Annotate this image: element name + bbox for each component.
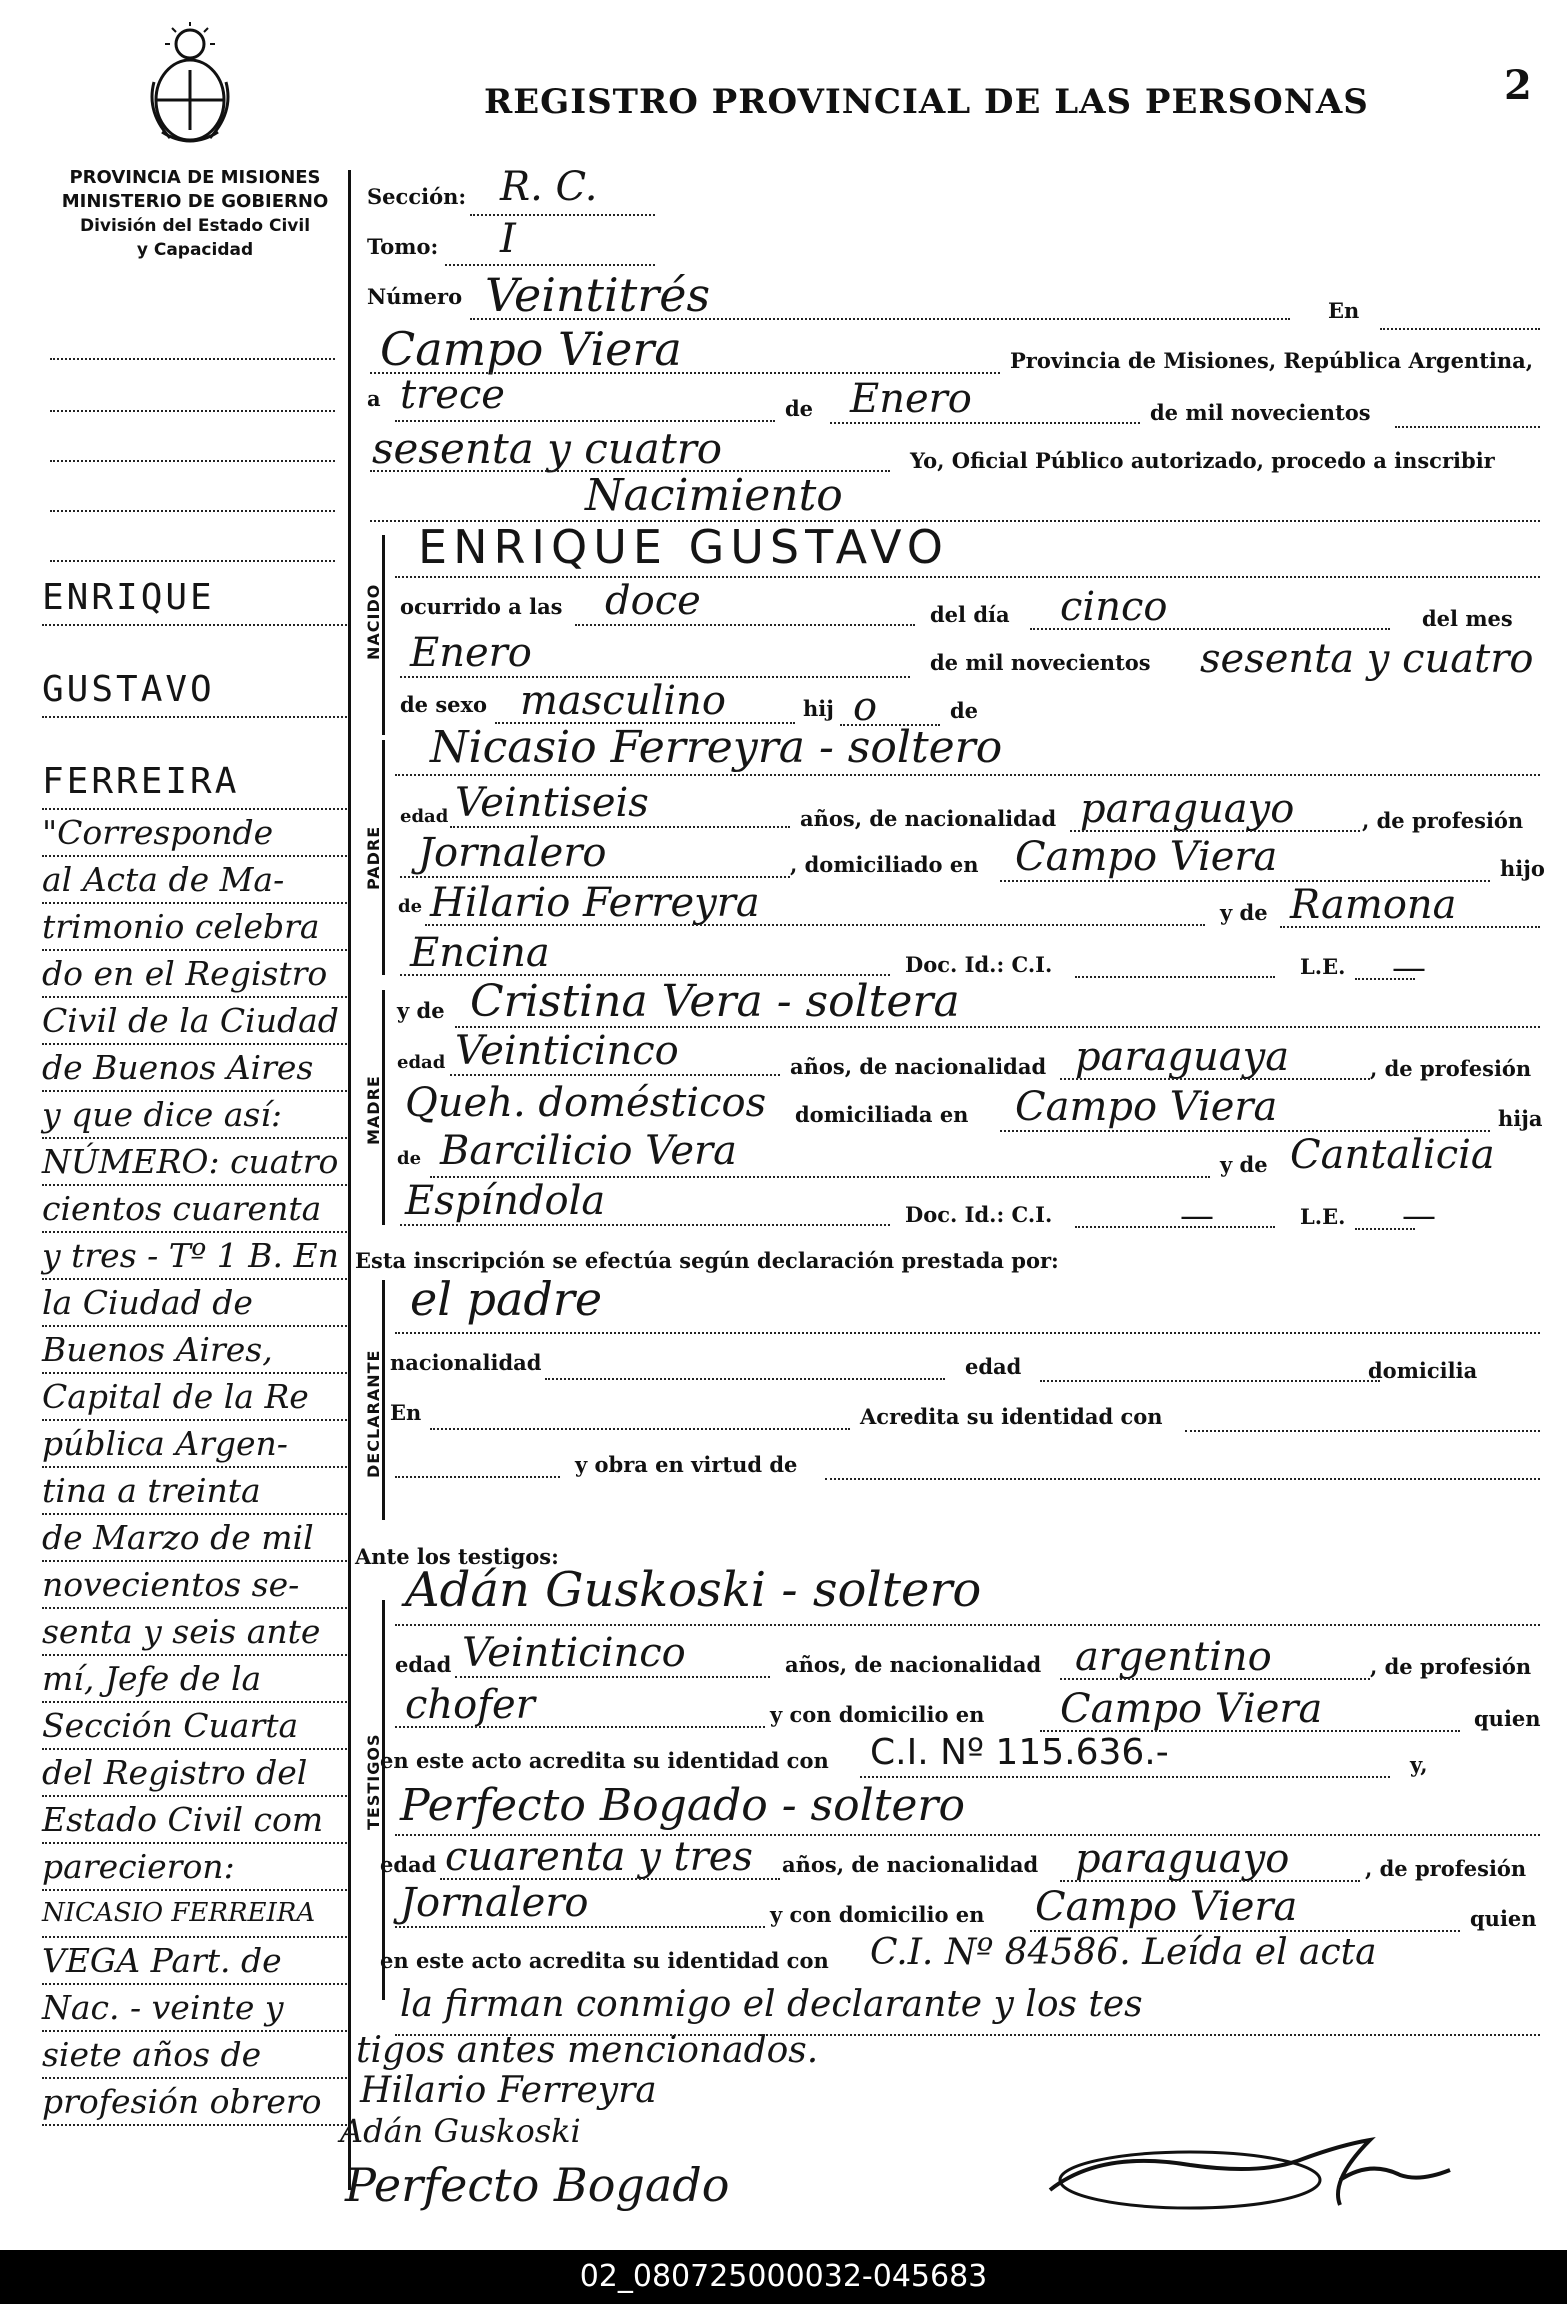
anio-value: sesenta y cuatro <box>372 424 723 473</box>
madre-de-label: de <box>397 1148 422 1169</box>
padre-de-label: de <box>398 896 423 917</box>
hora-value: doce <box>605 578 701 624</box>
padre-edad-line <box>450 826 790 828</box>
de-label: de <box>785 396 814 421</box>
t1-ci-value: C.I. Nº 115.636.- <box>870 1732 1169 1773</box>
t1-prof-label: , de profesión <box>1370 1654 1532 1679</box>
t1-prof-value: chofer <box>405 1682 535 1728</box>
anio-nac-value: sesenta y cuatro <box>1200 636 1534 682</box>
madre-edad-label: edad <box>397 1052 446 1073</box>
padre-le-dash: — <box>1392 948 1426 988</box>
padre-doc-label: Doc. Id.: C.I. <box>905 952 1053 977</box>
t2-dom-label: y con domicilio en <box>770 1902 985 1927</box>
padre-padre-line <box>425 924 1205 926</box>
madre-edad-value: Veinticinco <box>455 1028 679 1074</box>
nombre-line <box>395 576 1540 578</box>
padre-prof-value: Jornalero <box>418 830 607 876</box>
padre-nac-value: paraguayo <box>1080 786 1295 832</box>
margin-dotted-line <box>50 560 335 562</box>
t1-dom-value: Campo Viera <box>1060 1686 1323 1732</box>
provincia-label: Provincia de Misiones, República Argentina, <box>1010 348 1534 373</box>
t1-dom-label: y con domicilio en <box>770 1702 985 1727</box>
declarante-nac-label: nacionalidad <box>390 1350 542 1375</box>
lugar-value: Campo Viera <box>380 322 682 376</box>
hora-line <box>575 624 915 626</box>
t2-nac-line <box>1060 1880 1360 1882</box>
madre-section-label: MADRE <box>364 1075 383 1145</box>
t1-nac-value: argentino <box>1075 1634 1272 1680</box>
margin-note-line: y que dice así: <box>42 1092 347 1139</box>
padre-nac-line <box>1070 830 1360 832</box>
margin-note-line: VEGA Part. de <box>42 1938 347 1985</box>
margin-notes <box>42 572 347 2126</box>
firma-bogado: Perfecto Bogado <box>345 2158 730 2212</box>
margin-note-line: profesión obrero <box>42 2079 347 2126</box>
agency-province: PROVINCIA DE MISIONES <box>69 167 321 188</box>
t1-edad-value: Veinticinco <box>462 1630 686 1676</box>
padre-yde-label: y de <box>1220 900 1268 925</box>
agency-ministry: MINISTERIO DE GOBIERNO <box>61 191 329 212</box>
padre-nombre-line <box>395 774 1540 776</box>
padre-edad-label: edad <box>400 806 449 827</box>
coat-of-arms-seal <box>140 22 240 152</box>
mes-nac-value: Enero <box>410 630 532 676</box>
testigo1-value: Adán Guskoski - soltero <box>405 1562 982 1618</box>
del-mes-label: del mes <box>1422 606 1513 631</box>
padre-madre-ap-value: Encina <box>410 930 550 976</box>
margin-note-line: y tres - Tº 1 B. En <box>42 1233 347 1280</box>
seccion-line <box>470 214 655 216</box>
hijo-sufijo-value: o <box>853 684 878 730</box>
madre-anos-label: años, de nacionalidad <box>790 1054 1047 1079</box>
madre-nac-line <box>1060 1078 1370 1080</box>
margin-note-line: trimonio celebra <box>42 904 347 951</box>
padre-hijo-label: hijo <box>1500 856 1545 881</box>
del-dia-label: del día <box>930 602 1010 627</box>
t1-ci-line <box>860 1776 1390 1778</box>
madre-prof-label: , de profesión <box>1370 1056 1532 1081</box>
t1-y-label: y, <box>1410 1752 1428 1777</box>
margin-note-line: "Corresponde <box>42 810 347 857</box>
padre-madre-value: Ramona <box>1290 882 1457 928</box>
margin-note-line: ENRIQUE <box>42 572 347 626</box>
agency-division: División del Estado Civil <box>79 216 311 236</box>
page-number: 2 <box>1504 62 1532 109</box>
tomo-label: Tomo: <box>367 234 439 259</box>
margin-note-line: do en el Registro <box>42 951 347 998</box>
padre-dom-value: Campo Viera <box>1015 834 1278 880</box>
footer-code: 02_080725000032-045683 <box>579 2259 988 2294</box>
testigo2-value: Perfecto Bogado - soltero <box>400 1780 965 1831</box>
padre-padre-value: Hilario Ferreyra <box>430 880 760 926</box>
margin-note-line: de Buenos Aires <box>42 1045 347 1092</box>
madre-madre-ap-value: Espíndola <box>405 1178 606 1224</box>
t1-acredita-label: en este acto acredita su identidad con <box>380 1748 829 1773</box>
madre-le-dash: — <box>1402 1196 1436 1236</box>
madre-edad-line <box>450 1074 780 1076</box>
margin-note-line: senta y seis ante <box>42 1609 347 1656</box>
madre-madre-ap-line <box>400 1224 890 1226</box>
footer-bar <box>0 2250 1567 2304</box>
agency-block <box>55 166 335 262</box>
declarante-virtud-line-a <box>395 1476 560 1478</box>
madre-doc-label: Doc. Id.: C.I. <box>905 1202 1053 1227</box>
t2-dom-value: Campo Viera <box>1035 1884 1298 1930</box>
dia-line <box>395 420 775 422</box>
declarante-en-label: En <box>390 1400 422 1425</box>
acto-value: Nacimiento <box>585 470 843 521</box>
margin-note-line: Capital de la Re <box>42 1374 347 1421</box>
declarante-acredita-label: Acredita su identidad con <box>860 1404 1163 1429</box>
padre-prof-line <box>400 876 790 878</box>
madre-doc-dash: — <box>1180 1196 1214 1236</box>
document-title: REGISTRO PROVINCIAL DE LAS PERSONAS <box>484 82 1369 122</box>
margin-note-line: NÚMERO: cuatro <box>42 1139 347 1186</box>
declarante-virtud-line-b <box>825 1478 1540 1480</box>
de-sexo-label: de sexo <box>400 692 488 717</box>
oficial-label: Yo, Oficial Público autorizado, procedo a inscribir <box>910 448 1495 473</box>
t1-edad-line <box>455 1676 770 1678</box>
margin-dotted-line <box>50 410 335 412</box>
declarante-nac-line <box>545 1378 945 1380</box>
cierre-line-1: la firman conmigo el declarante y los tes <box>400 1984 1143 2025</box>
madre-yde-label: y de <box>1220 1152 1268 1177</box>
t1-edad-label: edad <box>395 1652 452 1677</box>
margin-note-line: Buenos Aires, <box>42 1327 347 1374</box>
seccion-label: Sección: <box>367 184 467 209</box>
margin-note-line: siete años de <box>42 2032 347 2079</box>
margin-note-line: Nac. - veinte y <box>42 1985 347 2032</box>
margin-note-line: GUSTAVO <box>42 664 347 718</box>
madre-hija-label: hija <box>1498 1106 1543 1131</box>
nacido-section-label: NACIDO <box>364 583 383 660</box>
margin-dotted-line <box>50 358 335 360</box>
madre-madre-value: Cantalicia <box>1290 1132 1495 1178</box>
tomo-line <box>445 264 655 266</box>
mes-line <box>830 422 1140 424</box>
margin-note-line: de Marzo de mil <box>42 1515 347 1562</box>
padre-anos-label: años, de nacionalidad <box>800 806 1057 831</box>
t1-prof-line <box>395 1726 765 1728</box>
t1-quien-label: quien <box>1474 1706 1541 1731</box>
declarante-acredita-line <box>1185 1430 1540 1432</box>
madre-prof-value: Queh. domésticos <box>405 1080 767 1126</box>
t2-prof-value: Jornalero <box>400 1880 589 1926</box>
tomo-value: I <box>500 216 516 262</box>
t2-nac-value: paraguayo <box>1075 1836 1290 1882</box>
declarante-line <box>395 1332 1540 1334</box>
t2-prof-line <box>395 1926 765 1928</box>
numero-value: Veintitrés <box>485 268 711 322</box>
t1-anos-label: años, de nacionalidad <box>785 1652 1042 1677</box>
margin-note-line: pública Argen- <box>42 1421 347 1468</box>
nombre-value: ENRIQUE GUSTAVO <box>418 520 949 574</box>
de-mil-line <box>1395 426 1540 428</box>
official-signature <box>1040 2120 1460 2220</box>
dia-value: trece <box>400 372 505 418</box>
t2-edad-label: edad <box>380 1852 437 1877</box>
margin-note-line: al Acta de Ma- <box>42 857 347 904</box>
margin-note-line: tina a treinta <box>42 1468 347 1515</box>
declarante-dom-label: domicilia <box>1368 1358 1478 1383</box>
madre-padre-value: Barcilicio Vera <box>440 1128 737 1174</box>
declarante-section-label: DECLARANTE <box>364 1349 383 1478</box>
t2-edad-value: cuarenta y tres <box>445 1834 753 1880</box>
ante-testigos-label: Ante los testigos: <box>355 1544 559 1569</box>
t1-nac-line <box>1060 1678 1370 1680</box>
sexo-value: masculino <box>520 678 726 724</box>
margin-note-line: NICASIO FERREIRA <box>42 1891 347 1938</box>
declarante-virtud-label: y obra en virtud de <box>575 1452 798 1477</box>
en-label: En <box>1328 298 1360 323</box>
t2-acredita-label: en este acto acredita su identidad con <box>380 1948 829 1973</box>
firma-guskoski: Adán Guskoski <box>340 2112 581 2150</box>
margin-divider <box>348 170 351 2190</box>
a-label: a <box>367 386 381 411</box>
declarante-edad-label: edad <box>965 1354 1022 1379</box>
padre-madre-line <box>1280 926 1540 928</box>
hij-label: hij <box>803 696 834 721</box>
margin-note-line: Estado Civil com <box>42 1797 347 1844</box>
madre-dom-value: Campo Viera <box>1015 1084 1278 1130</box>
padre-nombre-value: Nicasio Ferreyra - soltero <box>430 722 1003 773</box>
de-padres-label: de <box>950 698 979 723</box>
margin-note-line: parecieron: <box>42 1844 347 1891</box>
margin-note-line: la Ciudad de <box>42 1280 347 1327</box>
declarante-edad-line <box>1040 1380 1380 1382</box>
margin-note-line: Civil de la Ciudad <box>42 998 347 1045</box>
t2-ci-value: C.I. Nº 84586. Leída el acta <box>870 1932 1377 1973</box>
margin-dotted-line <box>50 460 335 462</box>
declarante-value: el padre <box>410 1272 603 1326</box>
padre-doc-line <box>1075 976 1275 978</box>
t2-quien-label: quien <box>1470 1906 1537 1931</box>
numero-label: Número <box>367 284 463 309</box>
margin-note-line: mí, Jefe de la <box>42 1656 347 1703</box>
de-mil-nac-label: de mil novecientos <box>930 650 1151 675</box>
madre-dom-label: domiciliada en <box>795 1102 969 1127</box>
margin-note-line: cientos cuarenta <box>42 1186 347 1233</box>
padre-prof-label: , de profesión <box>1362 808 1524 833</box>
inscripcion-label: Esta inscripción se efectúa según declaración prestada por: <box>355 1248 1059 1273</box>
margin-note-line: novecientos se- <box>42 1562 347 1609</box>
declarante-en-line <box>430 1428 850 1430</box>
agency-capacity: y Capacidad <box>136 240 254 260</box>
t2-anos-label: años, de nacionalidad <box>782 1852 1039 1877</box>
cierre-line-2: tigos antes mencionados. <box>356 2030 819 2071</box>
ocurrido-label: ocurrido a las <box>400 594 563 619</box>
padre-le-label: L.E. <box>1300 954 1346 979</box>
madre-nac-value: paraguaya <box>1075 1034 1290 1080</box>
t2-prof-label: , de profesión <box>1365 1856 1527 1881</box>
testigo1-line <box>395 1624 1540 1626</box>
dia-nac-value: cinco <box>1060 584 1168 630</box>
padre-dom-label: , domiciliado en <box>790 852 979 877</box>
margin-dotted-line <box>50 510 335 512</box>
padre-edad-value: Veintiseis <box>455 780 649 826</box>
testigos-section-label: TESTIGOS <box>364 1733 383 1830</box>
mes-value: Enero <box>850 376 972 422</box>
margin-note-line: Sección Cuarta <box>42 1703 347 1750</box>
padre-section-label: PADRE <box>364 825 383 890</box>
dia-nac-line <box>1030 628 1390 630</box>
madre-yde-intro-label: y de <box>397 998 445 1023</box>
margin-note-line: FERREIRA <box>42 756 347 810</box>
seccion-value: R. C. <box>500 164 598 210</box>
margin-note-line: del Registro del <box>42 1750 347 1797</box>
madre-nombre-value: Cristina Vera - soltera <box>470 976 960 1027</box>
firma-hilario: Hilario Ferreyra <box>360 2070 657 2111</box>
madre-doc-line <box>1075 1226 1275 1228</box>
en-line <box>1380 328 1540 330</box>
de-mil-label: de mil novecientos <box>1150 400 1371 425</box>
madre-le-label: L.E. <box>1300 1204 1346 1229</box>
